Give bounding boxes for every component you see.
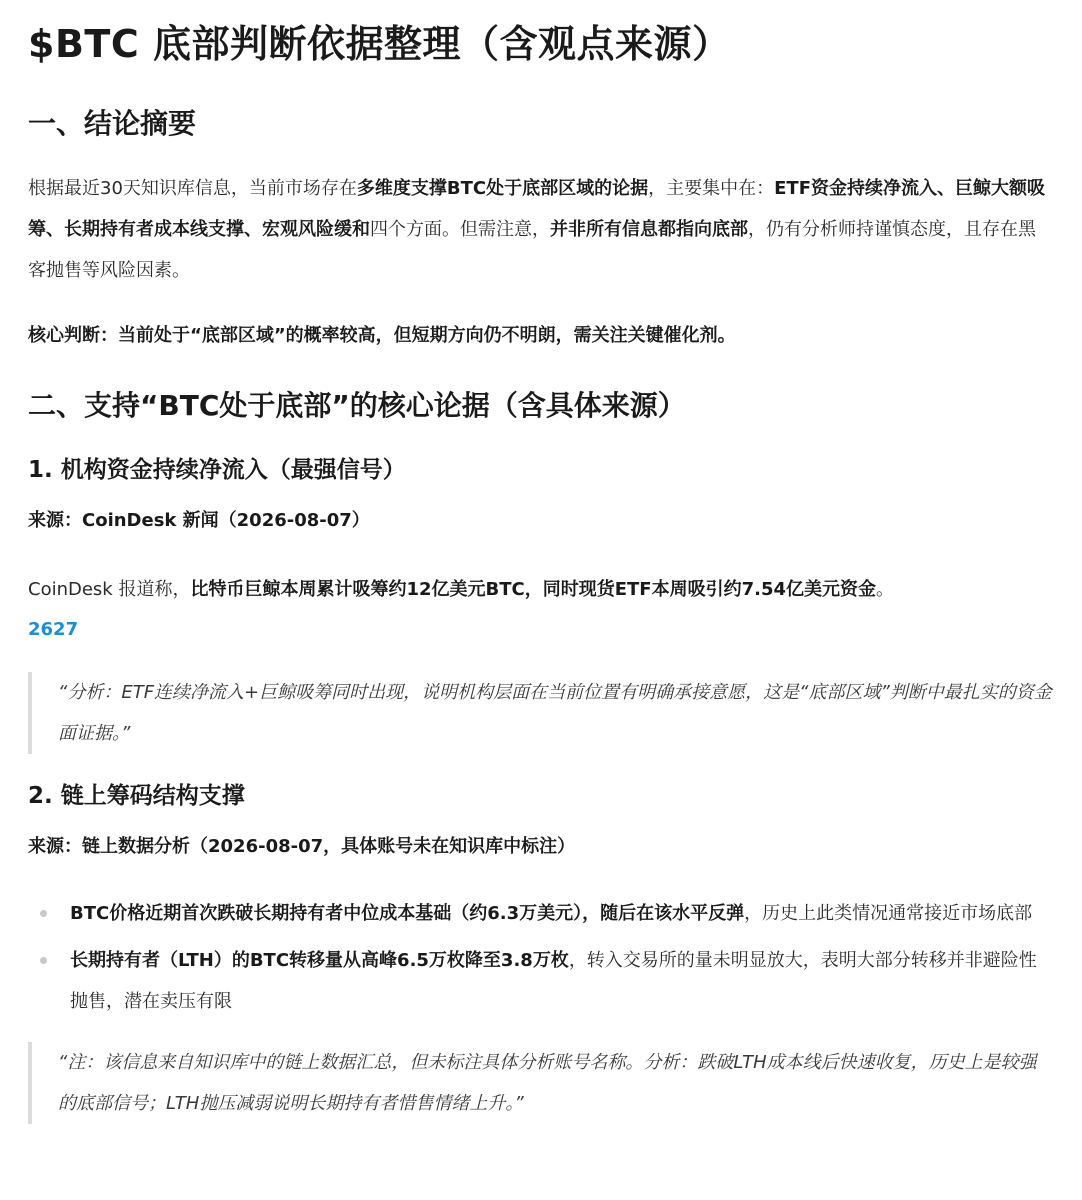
list-item-rest: ，转入交易所的量未明显放大，表明大部分转移并非避险性抛售，潜在卖压有限 (70, 950, 1037, 1012)
core-judgement (28, 315, 1052, 356)
list-item (70, 893, 1052, 934)
news-text-a: CoinDesk 报道称， (28, 579, 191, 600)
list-item-bold: BTC价格近期首次跌破长期持有者中位成本基础（约6.3万美元），随后在该水平反弹 (70, 903, 745, 924)
source-text-onchain: 来源：链上数据分析（2026-08-07，具体账号未在知识库中标注） (28, 836, 576, 857)
analysis-quote-1-text: “分析：ETF连续净流入+巨鲸吸筹同时出现，说明机构层面在当前位置有明确承接意愿，这是“底部区域”判断中最扎实的资金面证据。” (58, 682, 1052, 744)
summary-text-f: 并非所有信息都指向底部 (550, 219, 748, 240)
bullet-dot-icon (40, 910, 47, 917)
analysis-quote-1 (28, 672, 1052, 754)
onchain-points-list (28, 893, 1052, 1022)
list-item (70, 940, 1052, 1022)
section-heading-summary: 一、结论摘要 (28, 107, 197, 140)
subheading-onchain-structure: 2. 链上筹码结构支撑 (28, 783, 245, 809)
source-line-coindesk (28, 500, 1052, 541)
summary-text-d: ETF资金持续净流入、巨鲸大额吸筹、长期持有者成本线支撑、宏观风险缓和 (28, 178, 1045, 240)
bullet-dot-icon (40, 957, 47, 964)
summary-text-a: 根据最近30天知识库信息，当前市场存在 (28, 178, 357, 199)
page-title: $BTC 底部判断依据整理（含观点来源） (28, 22, 731, 66)
news-text-b: 比特币巨鲸本周累计吸筹约12亿美元BTC，同时现货ETF本周吸引约7.54亿美元资金 (190, 579, 876, 600)
summary-paragraph (28, 168, 1052, 291)
section-heading-evidence: 二、支持“BTC处于底部”的核心论据（含具体来源） (28, 389, 686, 422)
analysis-quote-2 (28, 1042, 1052, 1124)
source-line-onchain (28, 826, 1052, 867)
reference-link[interactable]: 2627 (28, 619, 79, 640)
subheading-institutional-flows: 1. 机构资金持续净流入（最强信号） (28, 457, 406, 483)
analysis-quote-2-text: “注：该信息来自知识库中的链上数据汇总，但未标注具体分析账号名称。分析：跌破LTH成本线后快速收复，历史上是较强的底部信号；LTH抛压减弱说明长期持有者惜售情绪上升。” (58, 1052, 1037, 1114)
summary-text-b: 多维度支撑BTC处于底部区域的论据 (356, 178, 649, 199)
summary-text-e: 四个方面。但需注意， (370, 219, 550, 240)
list-item-rest: ，历史上此类情况通常接近市场底部 (744, 903, 1033, 924)
core-judgement-text: 核心判断：当前处于“底部区域”的概率较高，但短期方向仍不明朗，需关注关键催化剂。 (28, 325, 736, 346)
summary-text-g: ，仍有分析师持谨慎态度，且存在黑客抛售等风险因素。 (28, 219, 1036, 281)
news-paragraph (28, 569, 1052, 610)
source-text-coindesk: 来源：CoinDesk 新闻（2026-08-07） (28, 510, 370, 531)
list-item-bold: 长期持有者（LTH）的BTC转移量从高峰6.5万枚降至3.8万枚 (70, 950, 569, 971)
news-text-c: 。 (876, 579, 894, 600)
summary-text-c: ，主要集中在： (648, 178, 775, 199)
